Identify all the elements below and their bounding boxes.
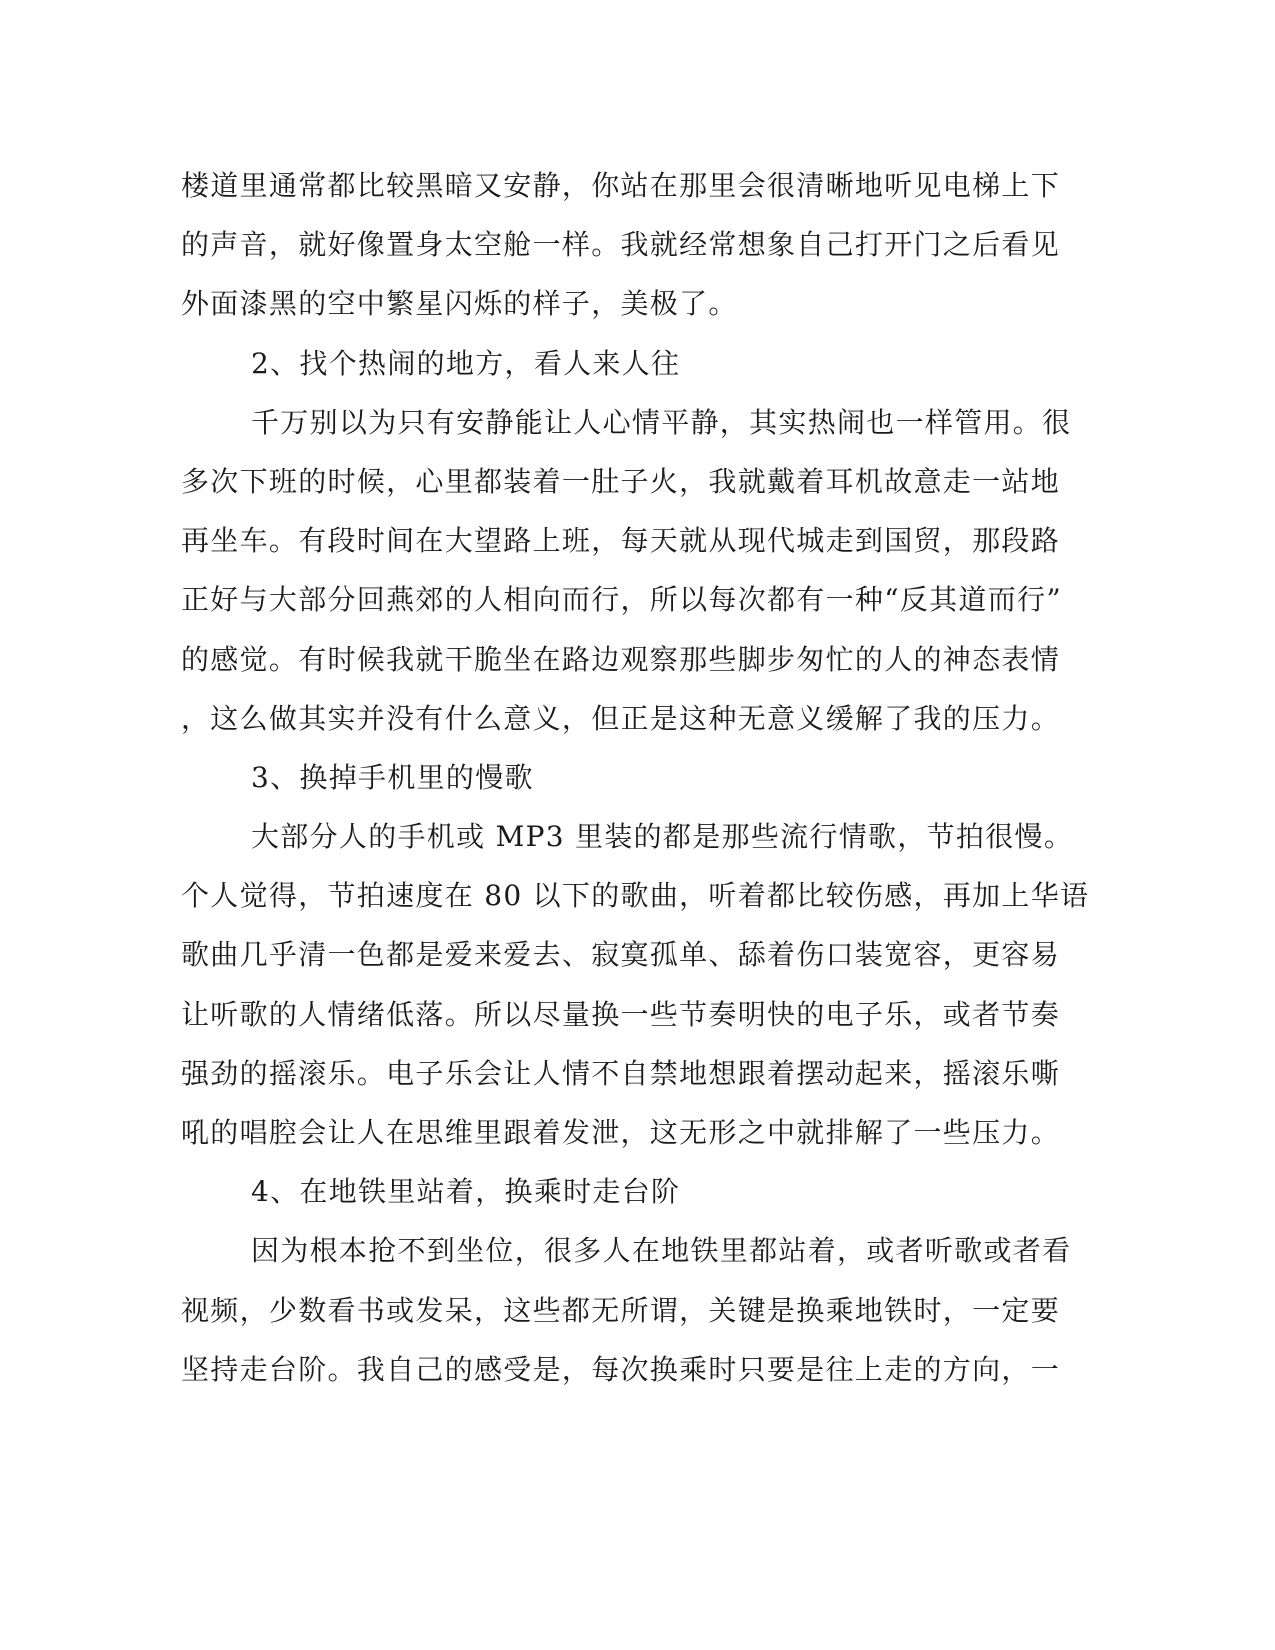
text-line: 让听歌的人情绪低落。所以尽量换一些节奏明快的电子乐，或者节奏 [181, 997, 1061, 1031]
section-heading-4: 4、在地铁里站着，换乘时走台阶 [251, 1175, 681, 1209]
text-line: 外面漆黑的空中繁星闪烁的样子，美极了。 [181, 287, 738, 321]
section-heading-2: 2、找个热闹的地方，看人来人往 [251, 346, 681, 380]
text-line: 多次下班的时候，心里都装着一肚子火，我就戴着耳机故意走一站地 [181, 464, 1061, 498]
paragraph-start: 大部分人的手机或 MP3 里装的都是那些流行情歌，节拍很慢。 [251, 820, 1074, 854]
text-line: 的感觉。有时候我就干脆坐在路边观察那些脚步匆忙的人的神态表情 [181, 642, 1061, 676]
text-line: 歌曲几乎清一色都是爱来爱去、寂寞孤单、舔着伤口装宽容，更容易 [181, 938, 1061, 972]
text-line: 强劲的摇滚乐。电子乐会让人情不自禁地想跟着摆动起来，摇滚乐嘶 [181, 1056, 1061, 1090]
document-page [181, 156, 1090, 1399]
text-line: 正好与大部分回燕郊的人相向而行，所以每次都有一种“反其道而行” [181, 583, 1062, 617]
text-line: 视频，少数看书或发呆，这些都无所谓，关键是换乘地铁时，一定要 [181, 1293, 1061, 1327]
text-line: 吼的唱腔会让人在思维里跟着发泄，这无形之中就排解了一些压力。 [181, 1116, 1061, 1149]
text-line: 楼道里通常都比较黑暗又安静，你站在那里会很清晰地听见电梯上下 [181, 169, 1061, 202]
text-line: 坚持走台阶。我自己的感受是，每次换乘时只要是往上走的方向，一 [181, 1352, 1061, 1386]
paragraph-start: 因为根本抢不到坐位，很多人在地铁里都站着，或者听歌或者看 [251, 1234, 1072, 1268]
text-line: ，这么做其实并没有什么意义，但正是这种无意义缓解了我的压力。 [181, 701, 1061, 735]
section-heading-3: 3、换掉手机里的慢歌 [251, 760, 534, 794]
text-line: 再坐车。有段时间在大望路上班，每天就从现代城走到国贸，那段路 [181, 524, 1061, 558]
paragraph-start: 千万别以为只有安静能让人心情平静，其实热闹也一样管用。很 [251, 405, 1072, 439]
text-line: 个人觉得，节拍速度在 80 以下的歌曲，听着都比较伤感，再加上华语 [181, 879, 1090, 913]
text-line: 的声音，就好像置身太空舱一样。我就经常想象自己打开门之后看见 [181, 228, 1061, 262]
